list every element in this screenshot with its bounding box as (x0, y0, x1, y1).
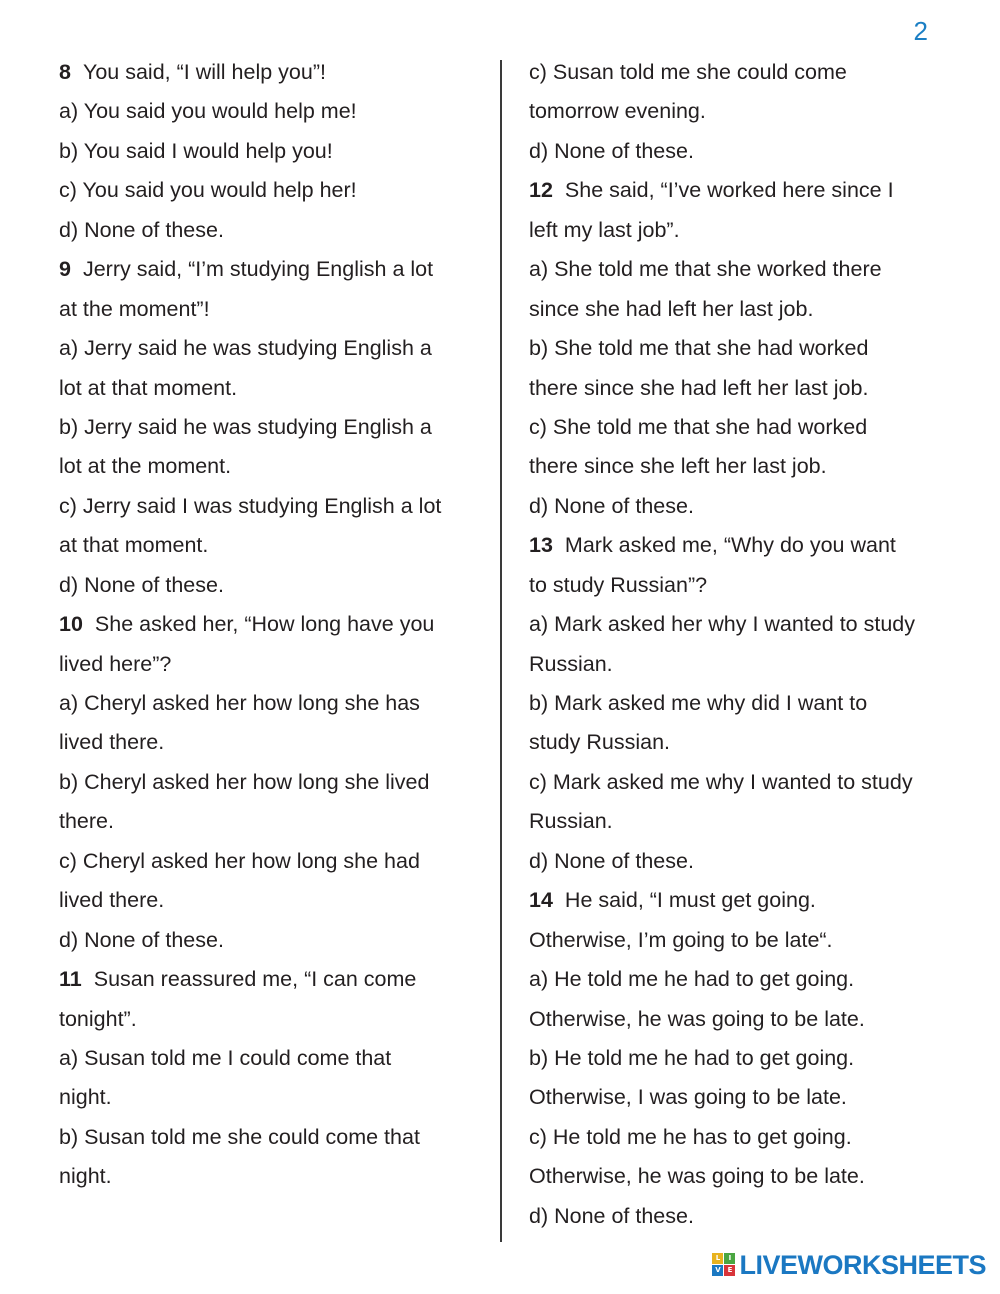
worksheet-line (59, 290, 479, 329)
line-text: c) Mark asked me why I wanted to study (529, 769, 913, 794)
question-number: 14 (529, 888, 553, 913)
worksheet-line (529, 447, 959, 486)
worksheet-line (529, 408, 959, 447)
liveworksheets-logo-icon (712, 1253, 736, 1277)
liveworksheets-logo (712, 1250, 986, 1280)
worksheet-line (529, 53, 959, 92)
line-text: Otherwise, he was going to be late. (529, 1164, 865, 1189)
worksheet-line (59, 171, 479, 210)
page-number: 2 (913, 16, 928, 46)
logo-text: LIVEWORKSHEETS (739, 1249, 986, 1280)
line-text: b) Cheryl asked her how long she lived (59, 769, 430, 794)
line-text: there since she had left her last job. (529, 375, 869, 400)
line-text: d) None of these. (529, 1203, 694, 1228)
line-text: there. (59, 809, 114, 834)
logo-mark-cell: I (724, 1253, 735, 1264)
line-text: a) Susan told me I could come that (59, 1045, 392, 1070)
line-text: b) Jerry said he was studying English a (59, 414, 432, 439)
worksheet-line (529, 684, 959, 723)
line-text: night. (59, 1085, 112, 1110)
line-text: d) None of these. (59, 572, 224, 597)
line-text: c) He told me he has to get going. (529, 1124, 852, 1149)
worksheet-line (59, 211, 479, 250)
line-text: study Russian. (529, 730, 671, 755)
line-text: lived here”? (59, 651, 172, 676)
line-text: Mark asked me, “Why do you want (564, 533, 896, 558)
line-text: tomorrow evening. (529, 99, 706, 124)
worksheet-line (59, 1118, 479, 1157)
line-text: Otherwise, I was going to be late. (529, 1085, 847, 1110)
worksheet-line (59, 842, 479, 881)
line-text: Susan reassured me, “I can come (93, 967, 417, 992)
question-stem (59, 250, 479, 289)
line-text: b) Mark asked me why did I want to (529, 691, 868, 715)
line-text: c) Cheryl asked her how long she had (59, 848, 420, 873)
worksheet-line (529, 1118, 959, 1157)
line-text: b) He told me he had to get going. (529, 1045, 855, 1070)
line-text: a) Mark asked her why I wanted to study (529, 612, 915, 637)
line-text: Otherwise, I’m going to be late“. (529, 927, 833, 952)
line-text: lived there. (59, 888, 165, 913)
line-text: lot at the moment. (59, 454, 232, 479)
line-text: night. (59, 1164, 112, 1189)
worksheet-line (59, 1039, 479, 1078)
worksheet-line (529, 211, 959, 250)
worksheet-line (59, 921, 479, 960)
question-stem (529, 526, 959, 565)
question-number: 13 (529, 533, 553, 558)
worksheet-line (59, 645, 479, 684)
line-text: left my last job”. (529, 217, 680, 242)
line-text: a) You said you would help me! (59, 99, 357, 124)
worksheet-line (529, 1039, 959, 1078)
worksheet-line (529, 1078, 959, 1117)
line-text: b) Susan told me she could come that (59, 1124, 420, 1149)
line-text: Otherwise, he was going to be late. (529, 1006, 865, 1031)
question-number: 10 (59, 612, 83, 637)
worksheet-line (59, 526, 479, 565)
left-column (59, 53, 479, 1197)
worksheet-line (529, 842, 959, 881)
question-number: 11 (59, 967, 82, 992)
line-text: You said, “I will help you”! (82, 60, 326, 84)
line-text: a) She told me that she worked there (529, 257, 882, 282)
line-text: d) None of these. (59, 927, 224, 952)
line-text: b) You said I would help you! (59, 138, 333, 163)
worksheet-line (529, 802, 959, 841)
worksheet-line (59, 487, 479, 526)
worksheet-line (529, 645, 959, 684)
worksheet-line (59, 1157, 479, 1196)
line-text: Russian. (529, 809, 613, 834)
worksheet-line (529, 1197, 959, 1236)
worksheet-line (59, 802, 479, 841)
logo-mark-cell: E (724, 1265, 735, 1276)
line-text: c) You said you would help her! (59, 178, 357, 203)
line-text: since she had left her last job. (529, 296, 814, 321)
worksheet-line (59, 881, 479, 920)
question-stem (529, 881, 959, 920)
line-text: lot at that moment. (59, 375, 238, 400)
line-text: c) She told me that she had worked (529, 414, 868, 439)
question-stem (59, 53, 479, 92)
line-text: Jerry said, “I’m studying English a lot (82, 257, 434, 282)
worksheet-line (529, 329, 959, 368)
line-text: Russian. (529, 651, 613, 676)
line-text: lived there. (59, 730, 165, 755)
line-text: tonight”. (59, 1006, 137, 1031)
question-stem (59, 605, 479, 644)
line-text: d) None of these. (529, 848, 694, 873)
line-text: at the moment”! (59, 296, 210, 321)
worksheet-line (59, 1000, 479, 1039)
question-stem (59, 960, 479, 999)
worksheet-line (529, 960, 959, 999)
right-column (529, 53, 959, 1236)
worksheet-line (59, 447, 479, 486)
line-text: d) None of these. (529, 493, 694, 518)
line-text: He said, “I must get going. (564, 888, 816, 913)
worksheet-line (59, 566, 479, 605)
line-text: b) She told me that she had worked (529, 336, 869, 361)
worksheet-line (59, 329, 479, 368)
worksheet-line (59, 723, 479, 762)
worksheet-line (529, 369, 959, 408)
question-stem (529, 171, 959, 210)
line-text: d) None of these. (59, 217, 224, 242)
worksheet-line (59, 369, 479, 408)
worksheet-line (59, 763, 479, 802)
worksheet-line (529, 487, 959, 526)
worksheet-line (529, 605, 959, 644)
worksheet-line (529, 290, 959, 329)
line-text: a) Cheryl asked her how long she has (59, 691, 420, 715)
column-divider (500, 60, 502, 1242)
question-number: 12 (529, 178, 553, 203)
line-text: a) He told me he had to get going. (529, 967, 855, 992)
line-text: there since she left her last job. (529, 454, 827, 479)
worksheet-line (59, 1078, 479, 1117)
logo-mark-cell: L (712, 1253, 723, 1264)
worksheet-line (529, 763, 959, 802)
line-text: She asked her, “How long have you (94, 612, 435, 637)
line-text: c) Susan told me she could come (529, 60, 847, 84)
worksheet-line (529, 1000, 959, 1039)
worksheet-line (529, 250, 959, 289)
logo-mark-cell: V (712, 1265, 723, 1276)
line-text: a) Jerry said he was studying English a (59, 336, 432, 361)
worksheet-line (529, 723, 959, 762)
line-text: d) None of these. (529, 138, 694, 163)
line-text: at that moment. (59, 533, 209, 558)
worksheet-line (529, 566, 959, 605)
worksheet-line (59, 92, 479, 131)
worksheet-line (59, 684, 479, 723)
worksheet-line (529, 132, 959, 171)
worksheet-line (529, 921, 959, 960)
worksheet-line (59, 132, 479, 171)
question-number: 8 (59, 60, 71, 84)
line-text: c) Jerry said I was studying English a lot (59, 493, 442, 518)
question-number: 9 (59, 257, 71, 282)
worksheet-line (529, 92, 959, 131)
line-text: She said, “I’ve worked here since I (564, 178, 894, 203)
worksheet-line (529, 1157, 959, 1196)
worksheet-line (59, 408, 479, 447)
line-text: to study Russian”? (529, 572, 708, 597)
